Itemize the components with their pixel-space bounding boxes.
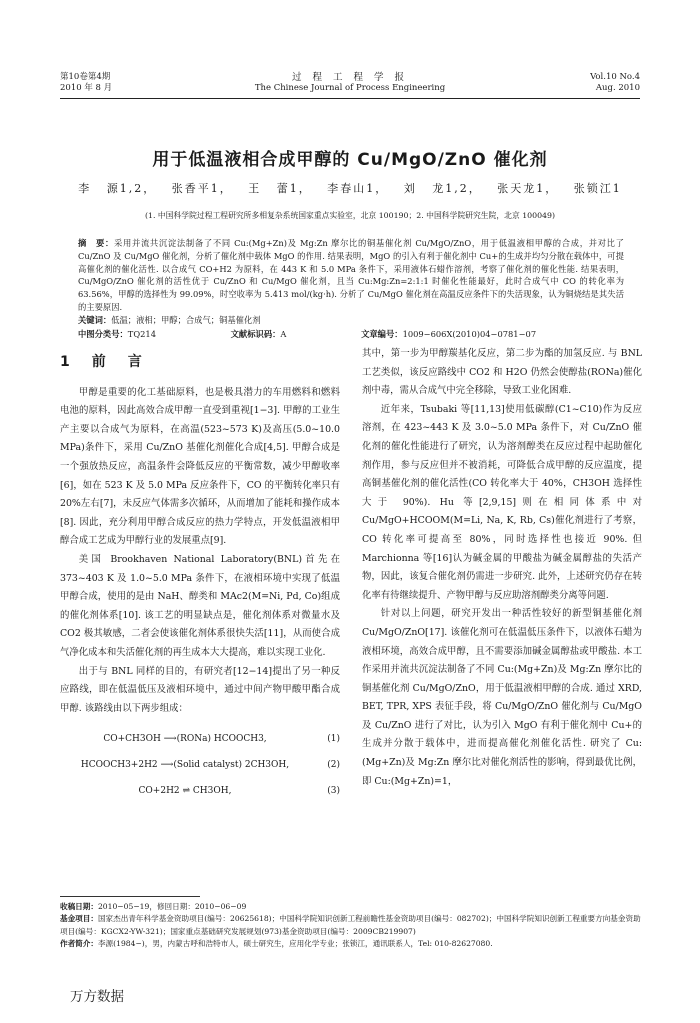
footnote-received: [60, 901, 642, 913]
equation-formula: HCOOCH3+2H2 ⟶(Solid catalyst) 2CH3OH,: [80, 760, 290, 771]
running-header: [60, 72, 640, 98]
clc-label: 中图分类号：: [78, 329, 128, 339]
left-column: [60, 345, 340, 804]
footnote-label: 收稿日期：: [60, 902, 98, 911]
equation-formula: CO+CH3OH ⟶(RONa) HCOOCH3,: [103, 734, 267, 745]
footnote-text: 2010−05−19，修回日期：2010−06−09: [97, 902, 247, 911]
equation-number: (2): [327, 760, 340, 771]
body-paragraph: 出于与 BNL 同样的目的，有研究者[12−14]提出了另一种反应路线，即在低温低压及液相环境中，通过中间产物甲酸甲酯合成甲醇. 该路线由以下两步组成：: [60, 665, 340, 714]
footnote-text: 李源(1984−)，男，内蒙古呼和浩特市人，硕士研究生，应用化学专业；张锁江，通讯联系人，Tel: 010-82627080.: [97, 938, 493, 948]
equation-1: [60, 726, 340, 752]
header-center: [60, 72, 640, 94]
keywords-label: 关键词：: [78, 314, 112, 325]
body-paragraph: 甲醇是重要的化工基础原料，也是极具潜力的车用燃料和燃料电池的原料，因此高效合成甲醇一直受到重视[1−3]. 甲醇的工业生产主要以合成气为原料，在高温(523~573 K)及高压(5.0~10.0 MPa)条件下，采用 Cu/ZnO 基催化剂催化合成[4,5]. 甲醇合成是一个强放热反应，高温条件会降低反应的平衡常数，减少甲醇收率[6]，如在 523 K 及 5.0 MPa 反应条件下，CO 的平衡转化率只有 20%左右[7]，未反应气体需多次循环，从而增加了能耗和操作成本[8]. 因此，充分利用甲醇合成反应的热力学特点，开发低温液相甲醇合成工艺成为甲醇行业的发展重点[9].: [60, 386, 340, 547]
equation-number: (1): [327, 734, 340, 745]
article-no-label: 文章编号：: [361, 329, 403, 339]
classification-line: [78, 328, 624, 340]
date-cn: 2010 年 8 月: [60, 83, 113, 93]
footnote-author: [60, 938, 642, 950]
equation-number: (3): [327, 786, 340, 797]
footnote-text: 国家杰出青年科学基金资助项目(编号：20625618)；中国科学院知识创新工程前瞻性基金资助项目(编号：082702)；中国科学院知识创新工程重要方向基金资助项目(编号：KGCX2-YW-321)；国家重点基础研究发展规划(973)基金资助项目(编号：2009CB219907): [60, 914, 641, 936]
abstract-text: 采用并流共沉淀法制备了不同 Cu:(Mg+Zn)及 Mg:Zn 摩尔比的铜基催化剂 Cu/MgO/ZnO，用于低温液相甲醇的合成，并对比了 Cu/ZnO 及 Cu/MgO 催化剂，分析了催化剂中载体 MgO 的作用. 结果表明，MgO 的引入有利于催化剂中 Cu+的生成并均匀分散在载体中，可提高催化剂的催化活性. 以合成气 CO+H2 为原料，在 443 K 和 5.0 MPa 条件下，采用液体石蜡作溶剂，考察了催化剂的催化性能. 结果表明，Cu/MgO/ZnO 催化剂的活性优于 Cu/ZnO 和 Cu/MgO 催化剂，且当 Cu:Mg:Zn=2:1:1 时催化性能最好，此时合成气中 CO 的转化率为 63.56%，甲醇的选择性为 99.09%，时空收率为 5.413 mol/(kg·h). 分析了 Cu/MgO 催化剂在高温反应条件下的失活现象，认为铜烧结是其失活的主要原因.: [78, 238, 624, 312]
footnote-label: 作者简介：: [60, 938, 98, 948]
abstract: [78, 237, 624, 314]
body-paragraph: 其中，第一步为甲醇羰基化反应，第二步为酯的加氢反应. 与 BNL 工艺类似，该反应路线中 CO2 和 H2O 仍然会使醇盐(RONa)催化剂中毒，需从合成气中完全移除，导致工业化困难.: [362, 348, 642, 397]
volume-cn: 第10卷第4期: [60, 72, 111, 82]
section-heading: 1 前 言: [60, 354, 146, 370]
volume-en: Vol.10 No.4: [590, 72, 640, 82]
paper-title: 用于低温液相合成甲醇的 Cu/MgO/ZnO 催化剂: [152, 150, 548, 170]
watermark-text: 万方数据: [70, 989, 124, 1005]
body-paragraph: 近年来，Tsubaki 等[11,13]使用低碳醇(C1~C10)作为反应溶剂，在 423~443 K 及 3.0~5.0 MPa 条件下，对 Cu/ZnO 催化剂的催化性能进行了研究，认为溶剂醇类在反应过程中起助催化剂作用，参与反应但并不被消耗，可降低合成甲醇的反应温度，提高铜基催化剂的催化活性(CO 转化率大于 40%，CH3OH 选择性大于 90%). Hu 等[2,9,15]则在相同体系中对 Cu/MgO+HCOOM(M=Li, Na, K, Rb, Cs)催化剂进行了考察，CO 转化率可提高至 80%，同时选择性也接近 90%. 但 Marchionna 等[16]认为碱金属的甲酸盐为碱金属醇盐的失活产物，因此，该复合催化剂仍需进一步研究. 此外，上述研究仍存在转化率有待继续提升、产物甲醇与反应助溶剂醇类分离等问题.: [362, 403, 642, 601]
right-column: [362, 345, 642, 791]
equation-2: [60, 752, 340, 778]
keywords: [78, 314, 624, 327]
abstract-block: [78, 237, 624, 327]
affiliation: (1. 中国科学院过程工程研究所多相复杂系统国家重点实验室，北京 100190；2. 中国科学院研究生院，北京 100049): [144, 211, 556, 220]
journal-name-en: The Chinese Journal of Process Engineering: [254, 83, 446, 93]
footnote-label: 基金项目：: [60, 914, 98, 924]
header-rule: [60, 98, 640, 99]
abstract-label: 摘 要：: [78, 238, 114, 248]
equation-3: [60, 778, 340, 804]
body-paragraph: 美国 Brookhaven National Laboratory(BNL)首先在 373~403 K 及 1.0~5.0 MPa 条件下，在液相环境中实现了低温甲醇合成，使用的是由 NaH、醇类和 MAc2(M=Ni, Pd, Co)组成的催化剂体系[10]. 该工艺的明显缺点是，催化剂体系对微量水及 CO2 极其敏感，二者会使该催化剂体系很快失活[11]，从而使合成气净化成本和失活催化剂的再生成本大大提高，难以实现工业化.: [60, 553, 340, 658]
date-en: Aug. 2010: [595, 83, 640, 93]
article-no-value: 1009−606X(2010)04−0781−07: [402, 329, 537, 339]
clc-value: TQ214: [127, 329, 156, 339]
header-right: [590, 72, 640, 94]
keywords-text: 低温；液相；甲醇；合成气；铜基催化剂: [111, 314, 261, 325]
footnote-funding: [60, 913, 642, 938]
body-paragraph: 针对以上问题，研究开发出一种活性较好的新型铜基催化剂 Cu/MgO/ZnO[17]. 该催化剂可在低温低压条件下，以液体石蜡为液相环境，高效合成甲醇，且不需要添加碱金属醇盐或甲酸盐. 本工作采用并流共沉淀法制备了不同 Cu:(Mg+Zn)及 Mg:Zn 摩尔比的铜基催化剂 Cu/MgO/ZnO，用于低温液相甲醇的合成. 通过 XRD, BET, TPR, XPS 表征手段，将 Cu/MgO/ZnO 催化剂与 Cu/MgO 及 Cu/ZnO 进行了对比，认为引入 MgO 有利于催化剂中 Cu+的生成并分散于载体中，进而提高催化剂催化活性. 研究了 Cu:(Mg+Zn)及 Mg:Zn 摩尔比对催化剂活性的影响，得到最优比例，即 Cu:(Mg+Zn)=1，: [362, 608, 642, 787]
doc-code-value: A: [280, 329, 287, 339]
equation-formula: CO+2H2 ⇌ CH3OH,: [138, 786, 232, 797]
journal-name-cn: 过 程 工 程 学 报: [291, 72, 409, 83]
footnote-rule: [60, 896, 200, 897]
footnotes: [60, 901, 642, 950]
author-list: 李 源1,2， 张香平1， 王 蕾1， 李春山1， 刘 龙1,2， 张天龙1， 张锁江1: [78, 182, 622, 195]
doc-code-label: 文献标识码：: [230, 329, 281, 339]
